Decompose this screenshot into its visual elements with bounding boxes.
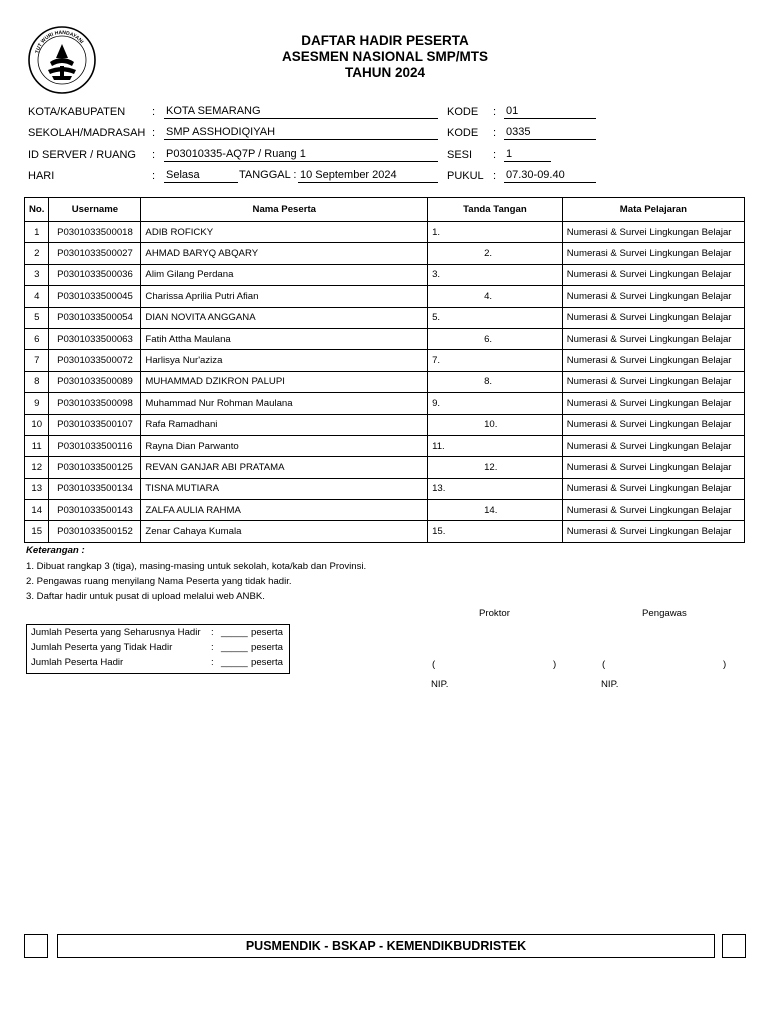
- tanggal-value: 10 September 2024: [298, 169, 438, 183]
- note-item: 3. Daftar hadir untuk pusat di upload melalui web ANBK.: [26, 591, 265, 602]
- summary-label: Jumlah Peserta yang Tidak Hadir: [31, 642, 173, 653]
- pengawas-nip-label: NIP.: [601, 679, 619, 690]
- cell-nama: DIAN NOVITA ANGGANA: [141, 307, 428, 328]
- cell-tanda-tangan: 1.: [428, 222, 563, 243]
- kota-value: KOTA SEMARANG: [164, 105, 438, 119]
- pukul-value: 07.30-09.40: [504, 169, 596, 183]
- header-no: No.: [25, 198, 49, 222]
- table-row: [25, 435, 745, 456]
- proktor-close-paren: ): [553, 659, 557, 670]
- cell-tanda-tangan: 9.: [428, 393, 563, 414]
- cell-tanda-tangan: 12.: [428, 457, 563, 478]
- proktor-nip-label: NIP.: [431, 679, 449, 690]
- colon: :: [493, 170, 497, 182]
- cell-mata-pelajaran: Numerasi & Survei Lingkungan Belajar: [562, 350, 744, 371]
- hari-value: Selasa: [164, 169, 238, 183]
- cell-mata-pelajaran: Numerasi & Survei Lingkungan Belajar: [562, 435, 744, 456]
- cell-mata-pelajaran: Numerasi & Survei Lingkungan Belajar: [562, 286, 744, 307]
- cell-tanda-tangan: 2.: [428, 243, 563, 264]
- cell-tanda-tangan: 4.: [428, 286, 563, 307]
- table-row: [25, 393, 745, 414]
- summary-colon: :: [211, 657, 214, 668]
- cell-username: P0301033500098: [49, 393, 141, 414]
- table-row: [25, 478, 745, 499]
- colon: :: [493, 149, 497, 161]
- cell-nama: REVAN GANJAR ABI PRATAMA: [141, 457, 428, 478]
- proktor-open-paren: (: [432, 659, 436, 670]
- cell-tanda-tangan: 10.: [428, 414, 563, 435]
- cell-mata-pelajaran: Numerasi & Survei Lingkungan Belajar: [562, 414, 744, 435]
- cell-mata-pelajaran: Numerasi & Survei Lingkungan Belajar: [562, 500, 744, 521]
- cell-nama: Charissa Aprilia Putri Afian: [141, 286, 428, 307]
- cell-mata-pelajaran: Numerasi & Survei Lingkungan Belajar: [562, 328, 744, 349]
- cell-tanda-tangan: 14.: [428, 500, 563, 521]
- cell-no: 4: [25, 286, 49, 307]
- title-line-1: DAFTAR HADIR PESERTA: [301, 33, 469, 48]
- table-row: [25, 414, 745, 435]
- cell-no: 10: [25, 414, 49, 435]
- title-line-2: ASESMEN NASIONAL SMP/MTS: [281, 49, 489, 64]
- cell-username: P0301033500089: [49, 371, 141, 392]
- kode2-label: KODE: [447, 127, 479, 139]
- sesi-label: SESI: [447, 149, 473, 161]
- cell-nama: ZALFA AULIA RAHMA: [141, 500, 428, 521]
- cell-tanda-tangan: 5.: [428, 307, 563, 328]
- cell-no: 14: [25, 500, 49, 521]
- tut-wuri-handayani-logo: [26, 24, 98, 96]
- cell-no: 2: [25, 243, 49, 264]
- cell-username: P0301033500063: [49, 328, 141, 349]
- summary-label: Jumlah Peserta yang Seharusnya Hadir: [31, 627, 201, 638]
- proktor-label: Proktor: [479, 608, 510, 619]
- summary-unit: peserta: [251, 657, 283, 668]
- cell-username: P0301033500116: [49, 435, 141, 456]
- cell-tanda-tangan: 13.: [428, 478, 563, 499]
- summary-unit: peserta: [251, 627, 283, 638]
- pukul-label: PUKUL: [447, 170, 484, 182]
- cell-mata-pelajaran: Numerasi & Survei Lingkungan Belajar: [562, 222, 744, 243]
- cell-username: P0301033500152: [49, 521, 141, 542]
- attendance-table: [24, 197, 745, 543]
- cell-nama: Rayna Dian Parwanto: [141, 435, 428, 456]
- cell-no: 8: [25, 371, 49, 392]
- table-row: [25, 286, 745, 307]
- cell-mata-pelajaran: Numerasi & Survei Lingkungan Belajar: [562, 243, 744, 264]
- cell-nama: AHMAD BARYQ ABQARY: [141, 243, 428, 264]
- footer-left-box: [24, 934, 48, 958]
- colon: :: [152, 127, 156, 139]
- cell-no: 7: [25, 350, 49, 371]
- pengawas-label: Pengawas: [642, 608, 687, 619]
- note-item: 1. Dibuat rangkap 3 (tiga), masing-masing untuk sekolah, kota/kab dan Provinsi.: [26, 561, 367, 572]
- cell-username: P0301033500027: [49, 243, 141, 264]
- table-header-row: [25, 198, 745, 222]
- cell-no: 13: [25, 478, 49, 499]
- cell-nama: MUHAMMAD DZIKRON PALUPI: [141, 371, 428, 392]
- table-row: [25, 457, 745, 478]
- cell-tanda-tangan: 3.: [428, 264, 563, 285]
- kode2-value: 0335: [504, 126, 596, 140]
- note-item: 2. Pengawas ruang menyilang Nama Peserta yang tidak hadir.: [26, 576, 292, 587]
- table-row: [25, 328, 745, 349]
- cell-no: 12: [25, 457, 49, 478]
- summary-blank: _____: [221, 642, 248, 653]
- cell-no: 9: [25, 393, 49, 414]
- server-value: P03010335-AQ7P / Ruang 1: [164, 148, 438, 162]
- cell-tanda-tangan: 7.: [428, 350, 563, 371]
- cell-mata-pelajaran: Numerasi & Survei Lingkungan Belajar: [562, 307, 744, 328]
- cell-username: P0301033500054: [49, 307, 141, 328]
- cell-nama: Rafa Ramadhani: [141, 414, 428, 435]
- cell-username: P0301033500036: [49, 264, 141, 285]
- summary-unit: peserta: [251, 642, 283, 653]
- cell-mata-pelajaran: Numerasi & Survei Lingkungan Belajar: [562, 393, 744, 414]
- summary-row: [31, 642, 287, 656]
- summary-label: Jumlah Peserta Hadir: [31, 657, 124, 668]
- table-row: [25, 243, 745, 264]
- cell-username: P0301033500143: [49, 500, 141, 521]
- table-row: [25, 264, 745, 285]
- cell-nama: Alim Gilang Perdana: [141, 264, 428, 285]
- cell-mata-pelajaran: Numerasi & Survei Lingkungan Belajar: [562, 521, 744, 542]
- cell-username: P0301033500045: [49, 286, 141, 307]
- cell-nama: Fatih Attha Maulana: [141, 328, 428, 349]
- cell-mata-pelajaran: Numerasi & Survei Lingkungan Belajar: [562, 264, 744, 285]
- summary-colon: :: [211, 627, 214, 638]
- cell-username: P0301033500125: [49, 457, 141, 478]
- cell-nama: Harlisya Nur'aziza: [141, 350, 428, 371]
- footer-right-box: [722, 934, 746, 958]
- summary-box: [26, 624, 290, 674]
- cell-mata-pelajaran: Numerasi & Survei Lingkungan Belajar: [562, 478, 744, 499]
- sekolah-label: SEKOLAH/MADRASAH: [28, 127, 146, 139]
- cell-no: 1: [25, 222, 49, 243]
- tanggal-label: TANGGAL :: [239, 169, 297, 181]
- cell-tanda-tangan: 8.: [428, 371, 563, 392]
- cell-no: 5: [25, 307, 49, 328]
- cell-nama: ADIB ROFICKY: [141, 222, 428, 243]
- footer-banner: PUSMENDIK - BSKAP - KEMENDIKBUDRISTEK: [57, 934, 715, 958]
- header-tanda-tangan: Tanda Tangan: [428, 198, 563, 222]
- summary-row: [31, 627, 287, 641]
- pengawas-open-paren: (: [602, 659, 606, 670]
- table-row: [25, 307, 745, 328]
- colon: :: [493, 127, 497, 139]
- cell-no: 6: [25, 328, 49, 349]
- kota-label: KOTA/KABUPATEN: [28, 106, 126, 118]
- table-row: [25, 521, 745, 542]
- table-row: [25, 222, 745, 243]
- summary-colon: :: [211, 642, 214, 653]
- summary-row: [31, 657, 287, 671]
- cell-no: 3: [25, 264, 49, 285]
- notes-heading: Keterangan :: [26, 545, 85, 556]
- cell-username: P0301033500018: [49, 222, 141, 243]
- header-mata-pelajaran: Mata Pelajaran: [562, 198, 744, 222]
- cell-tanda-tangan: 15.: [428, 521, 563, 542]
- hari-label: HARI: [28, 170, 55, 182]
- colon: :: [493, 106, 497, 118]
- cell-username: P0301033500072: [49, 350, 141, 371]
- summary-blank: _____: [221, 627, 248, 638]
- cell-nama: Muhammad Nur Rohman Maulana: [141, 393, 428, 414]
- table-row: [25, 350, 745, 371]
- cell-mata-pelajaran: Numerasi & Survei Lingkungan Belajar: [562, 457, 744, 478]
- summary-blank: _____: [221, 657, 248, 668]
- colon: :: [152, 149, 156, 161]
- colon: :: [152, 106, 156, 118]
- cell-tanda-tangan: 11.: [428, 435, 563, 456]
- cell-tanda-tangan: 6.: [428, 328, 563, 349]
- cell-nama: Zenar Cahaya Kumala: [141, 521, 428, 542]
- colon: :: [152, 170, 156, 182]
- kode1-label: KODE: [447, 106, 479, 118]
- sekolah-value: SMP ASSHODIQIYAH: [164, 126, 438, 140]
- header-username: Username: [49, 198, 141, 222]
- sesi-value: 1: [504, 148, 551, 162]
- cell-no: 15: [25, 521, 49, 542]
- cell-no: 11: [25, 435, 49, 456]
- kode1-value: 01: [504, 105, 596, 119]
- cell-mata-pelajaran: Numerasi & Survei Lingkungan Belajar: [562, 371, 744, 392]
- server-label: ID SERVER / RUANG: [28, 149, 136, 161]
- header-nama: Nama Peserta: [141, 198, 428, 222]
- cell-username: P0301033500107: [49, 414, 141, 435]
- pengawas-close-paren: ): [723, 659, 727, 670]
- logo-text: TUT WURI HANDAYANI: [34, 29, 85, 55]
- cell-nama: TISNA MUTIARA: [141, 478, 428, 499]
- table-row: [25, 371, 745, 392]
- cell-username: P0301033500134: [49, 478, 141, 499]
- title-line-3: TAHUN 2024: [344, 65, 426, 80]
- table-row: [25, 500, 745, 521]
